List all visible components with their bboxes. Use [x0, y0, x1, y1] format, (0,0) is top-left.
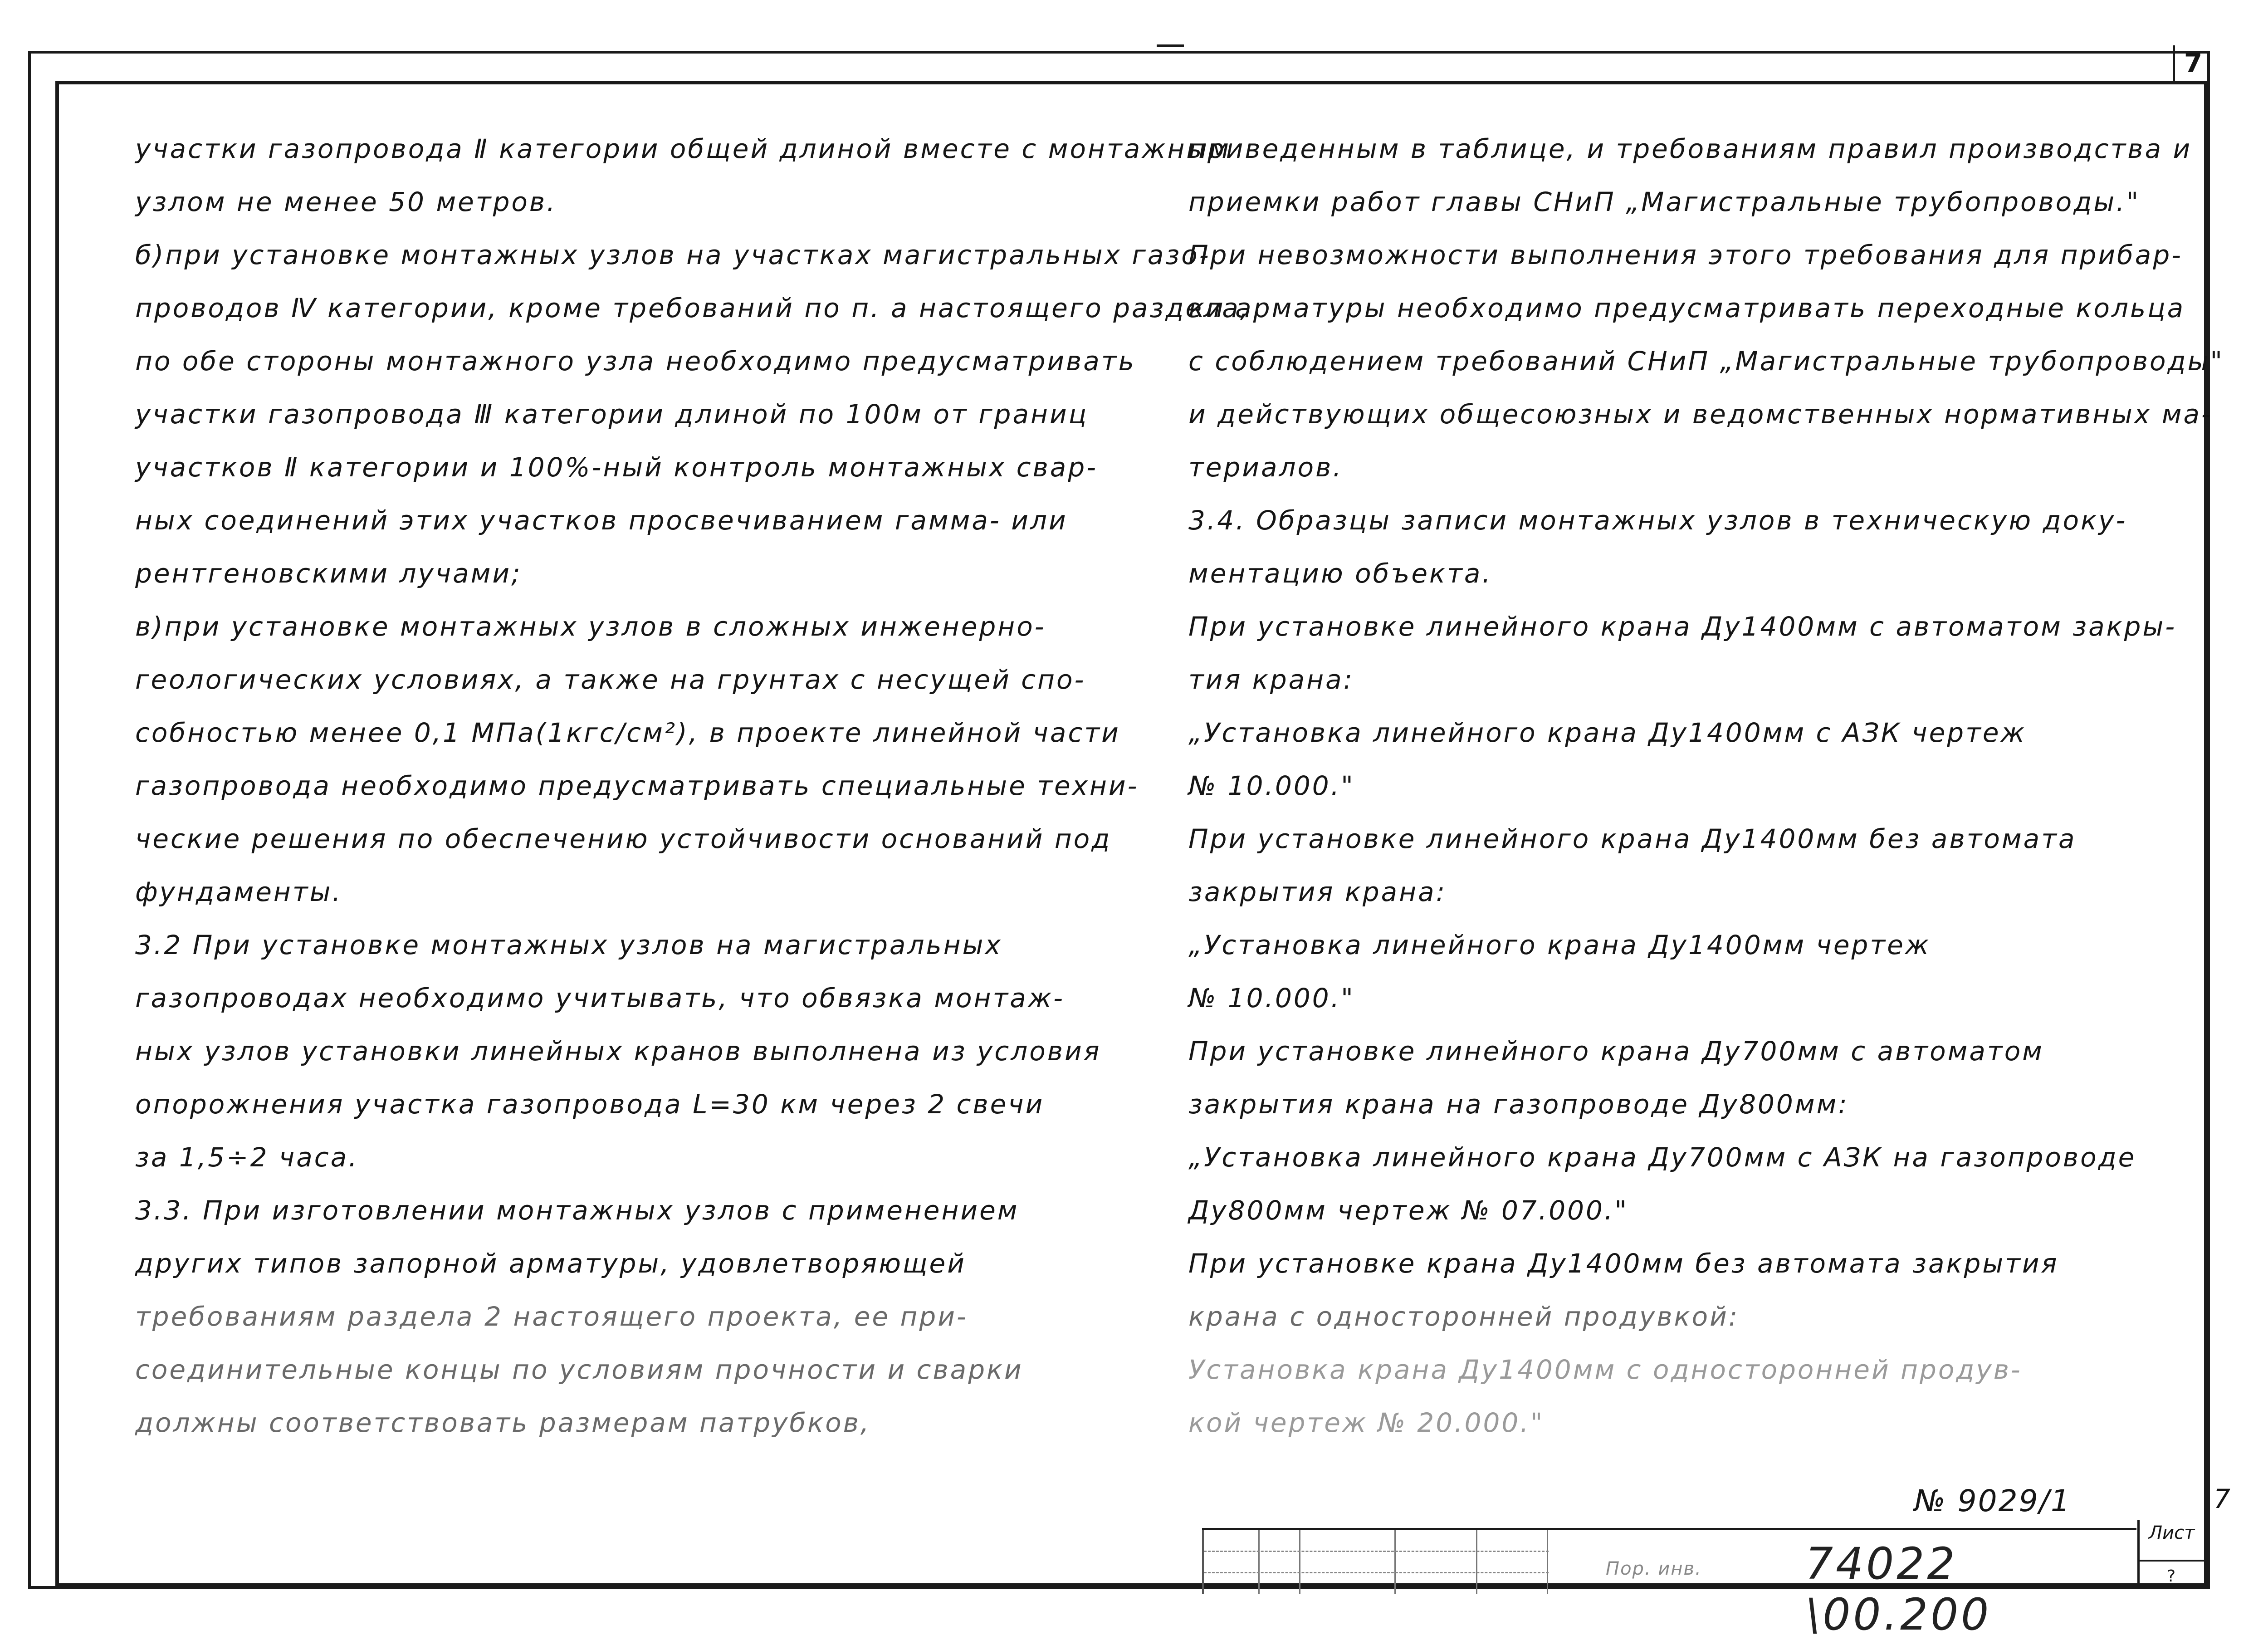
sheet-cell-mark: ? [2167, 1567, 2176, 1586]
text-line: ных узлов установки линейных кранов выполнена из условия [135, 1036, 1101, 1067]
text-line: за 1,5÷2 часа. [135, 1142, 359, 1173]
text-line: в)при установке монтажных узлов в сложных инженерно- [135, 611, 1046, 642]
text-line: участки газопровода Ⅱ категории общей длиной вместе с монтажным [135, 133, 1231, 164]
text-line: Установка крана Ду1400мм с односторонней продув- [1188, 1354, 2022, 1385]
title-block-label: Пор. инв. [1606, 1558, 1702, 1579]
sheet-number-bottom: 7 [2214, 1483, 2230, 1514]
text-line: приемки работ главы СНиП „Магистральные трубопроводы." [1188, 186, 2141, 217]
text-line: собностью менее 0,1 МПа(1кгс/см²), в проекте линейной части [135, 717, 1120, 748]
text-line: газопроводах необходимо учитывать, что обвязка монтаж- [135, 983, 1065, 1013]
text-line: ческие решения по обеспечению устойчивости оснований под [135, 823, 1112, 854]
text-line: закрытия крана на газопроводе Ду800мм: [1188, 1089, 1849, 1120]
text-line: ных соединений этих участков просвечиванием гамма- или [135, 505, 1068, 536]
document-number: № 9029/1 [1914, 1483, 2071, 1518]
text-line: закрытия крана: [1188, 876, 1447, 907]
text-line: соединительные концы по условиям прочности и сварки [135, 1354, 1023, 1385]
text-line: требованиям раздела 2 настоящего проекта, ее при- [135, 1301, 968, 1332]
text-line: и действующих общесоюзных и ведомственных нормативных ма- [1188, 399, 2213, 430]
text-line: с соблюдением требований СНиП „Магистральные трубопроводы" [1188, 346, 2224, 377]
text-line: При установке линейного крана Ду700мм с автоматом [1188, 1036, 2044, 1067]
text-line: рентгеновскими лучами; [135, 558, 522, 589]
text-line: № 10.000." [1188, 983, 1355, 1013]
text-line: № 10.000." [1188, 770, 1355, 801]
text-line: „Установка линейного крана Ду1400мм чертеж [1188, 930, 1931, 960]
top-mark [1157, 44, 1184, 47]
text-line: 3.3. При изготовлении монтажных узлов с применением [135, 1195, 1019, 1226]
text-line: приведенным в таблице, и требованиям правил производства и [1188, 133, 2192, 164]
text-line: териалов. [1188, 452, 1343, 483]
text-line: проводов Ⅳ категории, кроме требований по п. а настоящего раздела, [135, 293, 1251, 323]
text-line: участки газопровода Ⅲ категории длиной по 100м от границ [135, 399, 1089, 430]
right-text-column [1188, 122, 2224, 1449]
text-line: других типов запорной арматуры, удовлетворяющей [135, 1248, 966, 1279]
text-line: крана с односторонней продувкой: [1188, 1301, 1740, 1332]
text-line: При установке линейного крана Ду1400мм без автомата [1188, 823, 2077, 854]
text-line: „Установка линейного крана Ду700мм с АЗК на газопроводе [1188, 1142, 2136, 1173]
left-text-column [113, 122, 1251, 1449]
text-line: При установке линейного крана Ду1400мм с автоматом закры- [1188, 611, 2177, 642]
sheet-cell [2137, 1520, 2210, 1588]
title-block [1202, 1528, 2136, 1640]
sheet-number-top: 7 [2173, 45, 2211, 81]
text-line: При установке крана Ду1400мм без автомата закрытия [1188, 1248, 2059, 1279]
text-line: 3.2 При установке монтажных узлов на магистральных [135, 930, 1002, 960]
text-line: по обе стороны монтажного узла необходимо предусматривать [135, 346, 1136, 377]
text-line: 3.4. Образцы записи монтажных узлов в техническую доку- [1188, 505, 2127, 536]
text-line: участков Ⅱ категории и 100%-ный контроль монтажных свар- [135, 452, 1098, 483]
sheet-label: Лист [2149, 1523, 2195, 1543]
text-line: фундаменты. [135, 876, 342, 907]
text-line: тия крана: [1188, 664, 1354, 695]
text-line: При невозможности выполнения этого требования для прибар- [1188, 240, 2183, 270]
title-block-grid [1202, 1530, 1549, 1594]
text-line: кой чертеж № 20.000." [1188, 1407, 1545, 1438]
text-line: газопровода необходимо предусматривать специальные техни- [135, 770, 1139, 801]
text-line: геологических условиях, а также на грунтах с несущей спо- [135, 664, 1086, 695]
text-line: Ду800мм чертеж № 07.000." [1188, 1195, 1629, 1226]
text-line: узлом не менее 50 метров. [135, 186, 557, 217]
text-line: „Установка линейного крана Ду1400мм с АЗК чертеж [1188, 717, 2026, 748]
text-line: ки арматуры необходимо предусматривать переходные кольца [1188, 293, 2185, 323]
drawing-code: 74022 \00.200 [1805, 1538, 1992, 1640]
text-line: ментацию объекта. [1188, 558, 1492, 589]
text-line: должны соответствовать размерам патрубков, [135, 1407, 871, 1438]
text-line: б)при установке монтажных узлов на участках магистральных газо- [135, 240, 1211, 270]
text-line: опорожнения участка газопровода L=30 км через 2 свечи [135, 1089, 1045, 1120]
